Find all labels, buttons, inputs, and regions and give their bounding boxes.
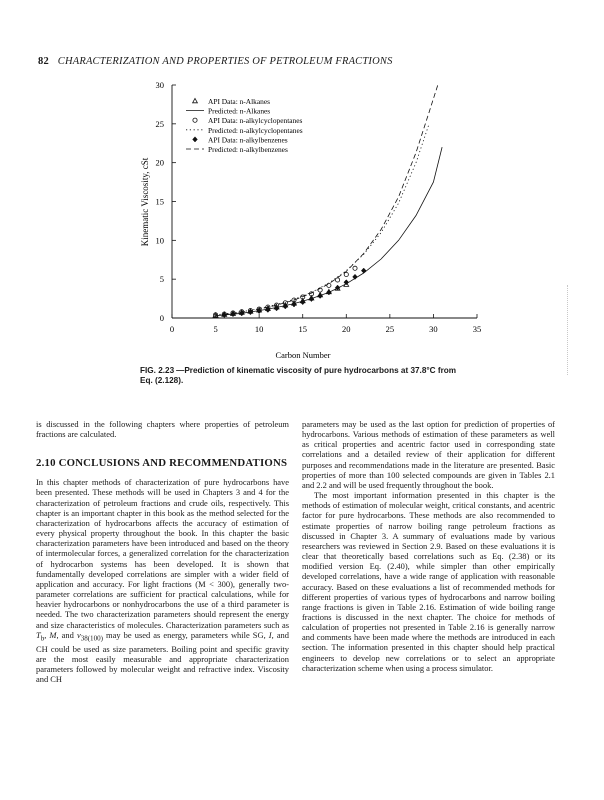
data-point <box>326 290 331 295</box>
legend-label: Predicted: n-alkylbenzenes <box>208 145 288 154</box>
data-point <box>309 296 314 301</box>
intro-paragraph: is discussed in the following chapters where properties of petroleum fractions are calculated. <box>36 419 289 440</box>
symbol-m: M <box>49 629 57 640</box>
x-tick-label: 35 <box>472 324 482 334</box>
y-tick-label: 5 <box>159 274 164 285</box>
legend-marker <box>193 98 198 102</box>
x-tick-label: 20 <box>342 324 351 334</box>
legend-label: API Data: n-alkylcyclopentanes <box>208 116 303 126</box>
y-tick-label: 10 <box>155 235 164 246</box>
data-point <box>353 274 358 279</box>
y-tick-label: 15 <box>155 196 164 207</box>
right-column <box>302 419 555 673</box>
conclusions-text-b: may be used as energy, parameters while SG, <box>102 629 269 640</box>
data-point <box>318 293 323 298</box>
figure-caption-text: —Prediction of kinematic viscosity of pure hydrocarbons at 37.8°C from Eq. (2.128). <box>140 366 457 385</box>
separator-2: , and <box>56 629 77 640</box>
right-paragraph-1: parameters may be used as the last option for prediction of properties of hydrocarbons. Various methods of estimation of these parameters as well as critical properties and acentric factor used in corresponding state correlations and a detailed review of their application for different purposes and recommendations made in the literature are presented. Basic properties of more than 100 selected compounds are given in Tables 2.1 and 2.2 and will be used frequently throughout the book. <box>302 419 555 490</box>
symbol-i: I <box>268 629 272 640</box>
legend-label: Predicted: n-alkylcyclopentanes <box>208 125 303 135</box>
figure-caption <box>140 366 460 386</box>
separator-1: , <box>44 629 50 640</box>
x-tick-label: 30 <box>429 324 438 334</box>
chart-x-label: Carbon Number <box>275 350 331 360</box>
y-tick-label: 0 <box>159 313 164 323</box>
symbol-nu-subscript: 38(100) <box>80 634 103 643</box>
data-point <box>327 283 331 287</box>
y-tick-label: 20 <box>155 157 164 168</box>
running-title: CHARACTERIZATION AND PROPERTIES OF PETROLEUM FRACTIONS <box>57 56 393 67</box>
legend-label: API Data: n-Alkanes <box>208 97 270 106</box>
chart-legend <box>186 97 303 154</box>
legend-label: API Data: n-alkylbenzenes <box>208 135 288 145</box>
chart-y-label: Kinematic Viscosity, cSt <box>140 157 150 247</box>
conclusions-text-a: In this chapter methods of characterization of pure hydrocarbons have been presented. These methods will be used in Chapters 3 and 4 for the characterization of petroleum fractions and crude oils, respectively. This chapter is an important chapter in this book as the method selected for the characterization of hydrocarbons affects the accuracy of estimation of every physical property throughout the book. In this chapter the basic characterization parameters have been introduced and based on the theory of intermolecular forces, a generalized correlation for the characterization of hydrocarbon systems has been developed. It is shown that fundamentally developed correlations are simpler with a wider field of application and accuracy. For light fractions (M < 300), generally two-parameter correlations are sufficient for practical calculations, while for heavier hydrocarbons or nonhydrocarbons the use of a third parameter is needed. The two characterization parameters should represent the energy and size characteristics of molecules. Characterization parameters such as <box>36 477 289 630</box>
section-heading: 2.10 CONCLUSIONS AND RECOMMENDATIONS <box>36 457 288 470</box>
y-tick-label: 30 <box>155 80 164 90</box>
symbol-nu: ν <box>76 629 81 640</box>
right-paragraph-2: The most important information presented in this chapter is the methods of estimation of molecular weight, critical constants, and acentric factor for pure hydrocarbons. These methods are also recommended to estimate properties of narrow boiling range petroleum fractions as discussed in Chapter 3. A summary of evaluations made by various researchers was reviewed in Section 2.9. Based on these evaluations it is clear that theoretically based correlations such as Eq. (2.38) or its modified version Eq. (2.40), while simpler than other empirically developed correlations, have a wide range of application with reasonable accuracy. Based on these evaluations a list of recommended methods for different properties of various types of hydrocarbons and narrow boiling range fractions is given in Table 2.16. Estimation of wide boiling range fractions is discussed in the next chapter. The choice for methods of calculation of properties not presented in Table 2.16 is generally narrow and comments have been made where the methods are introduced in each section. The information presented in this chapter should help practical engineers to develop new correlations or to select an appropriate characterization scheme when using a process simulator. <box>302 490 555 673</box>
symbol-t: T <box>36 629 41 640</box>
legend-marker <box>193 137 198 142</box>
x-tick-label: 25 <box>385 324 395 334</box>
page-number: 82 <box>38 56 49 67</box>
left-column <box>36 419 289 684</box>
x-tick-label: 5 <box>213 324 218 334</box>
figure-label: FIG. 2.23 <box>140 366 175 375</box>
legend-marker <box>193 118 197 122</box>
margin-dots <box>567 285 570 375</box>
data-point <box>353 266 357 270</box>
conclusions-text-c: , and CH could be used as size parameters. Boiling point and specific gravity are the most easily measurable and appropriate characterization parameters followed by molecular weight and refractive index. Viscosity and CH <box>36 629 289 684</box>
data-point <box>361 268 366 273</box>
data-point <box>344 280 349 285</box>
y-tick-label: 25 <box>155 118 164 129</box>
symbol-t-subscript: b <box>40 634 45 643</box>
legend-label: Predicted: n-Alkanes <box>208 106 271 116</box>
conclusions-paragraph <box>36 477 289 684</box>
x-tick-label: 0 <box>169 324 175 334</box>
x-tick-label: 10 <box>254 324 264 334</box>
data-point <box>344 272 348 276</box>
data-point <box>292 302 297 307</box>
viscosity-chart <box>0 0 604 365</box>
x-tick-label: 15 <box>298 324 307 334</box>
data-point <box>335 278 339 282</box>
